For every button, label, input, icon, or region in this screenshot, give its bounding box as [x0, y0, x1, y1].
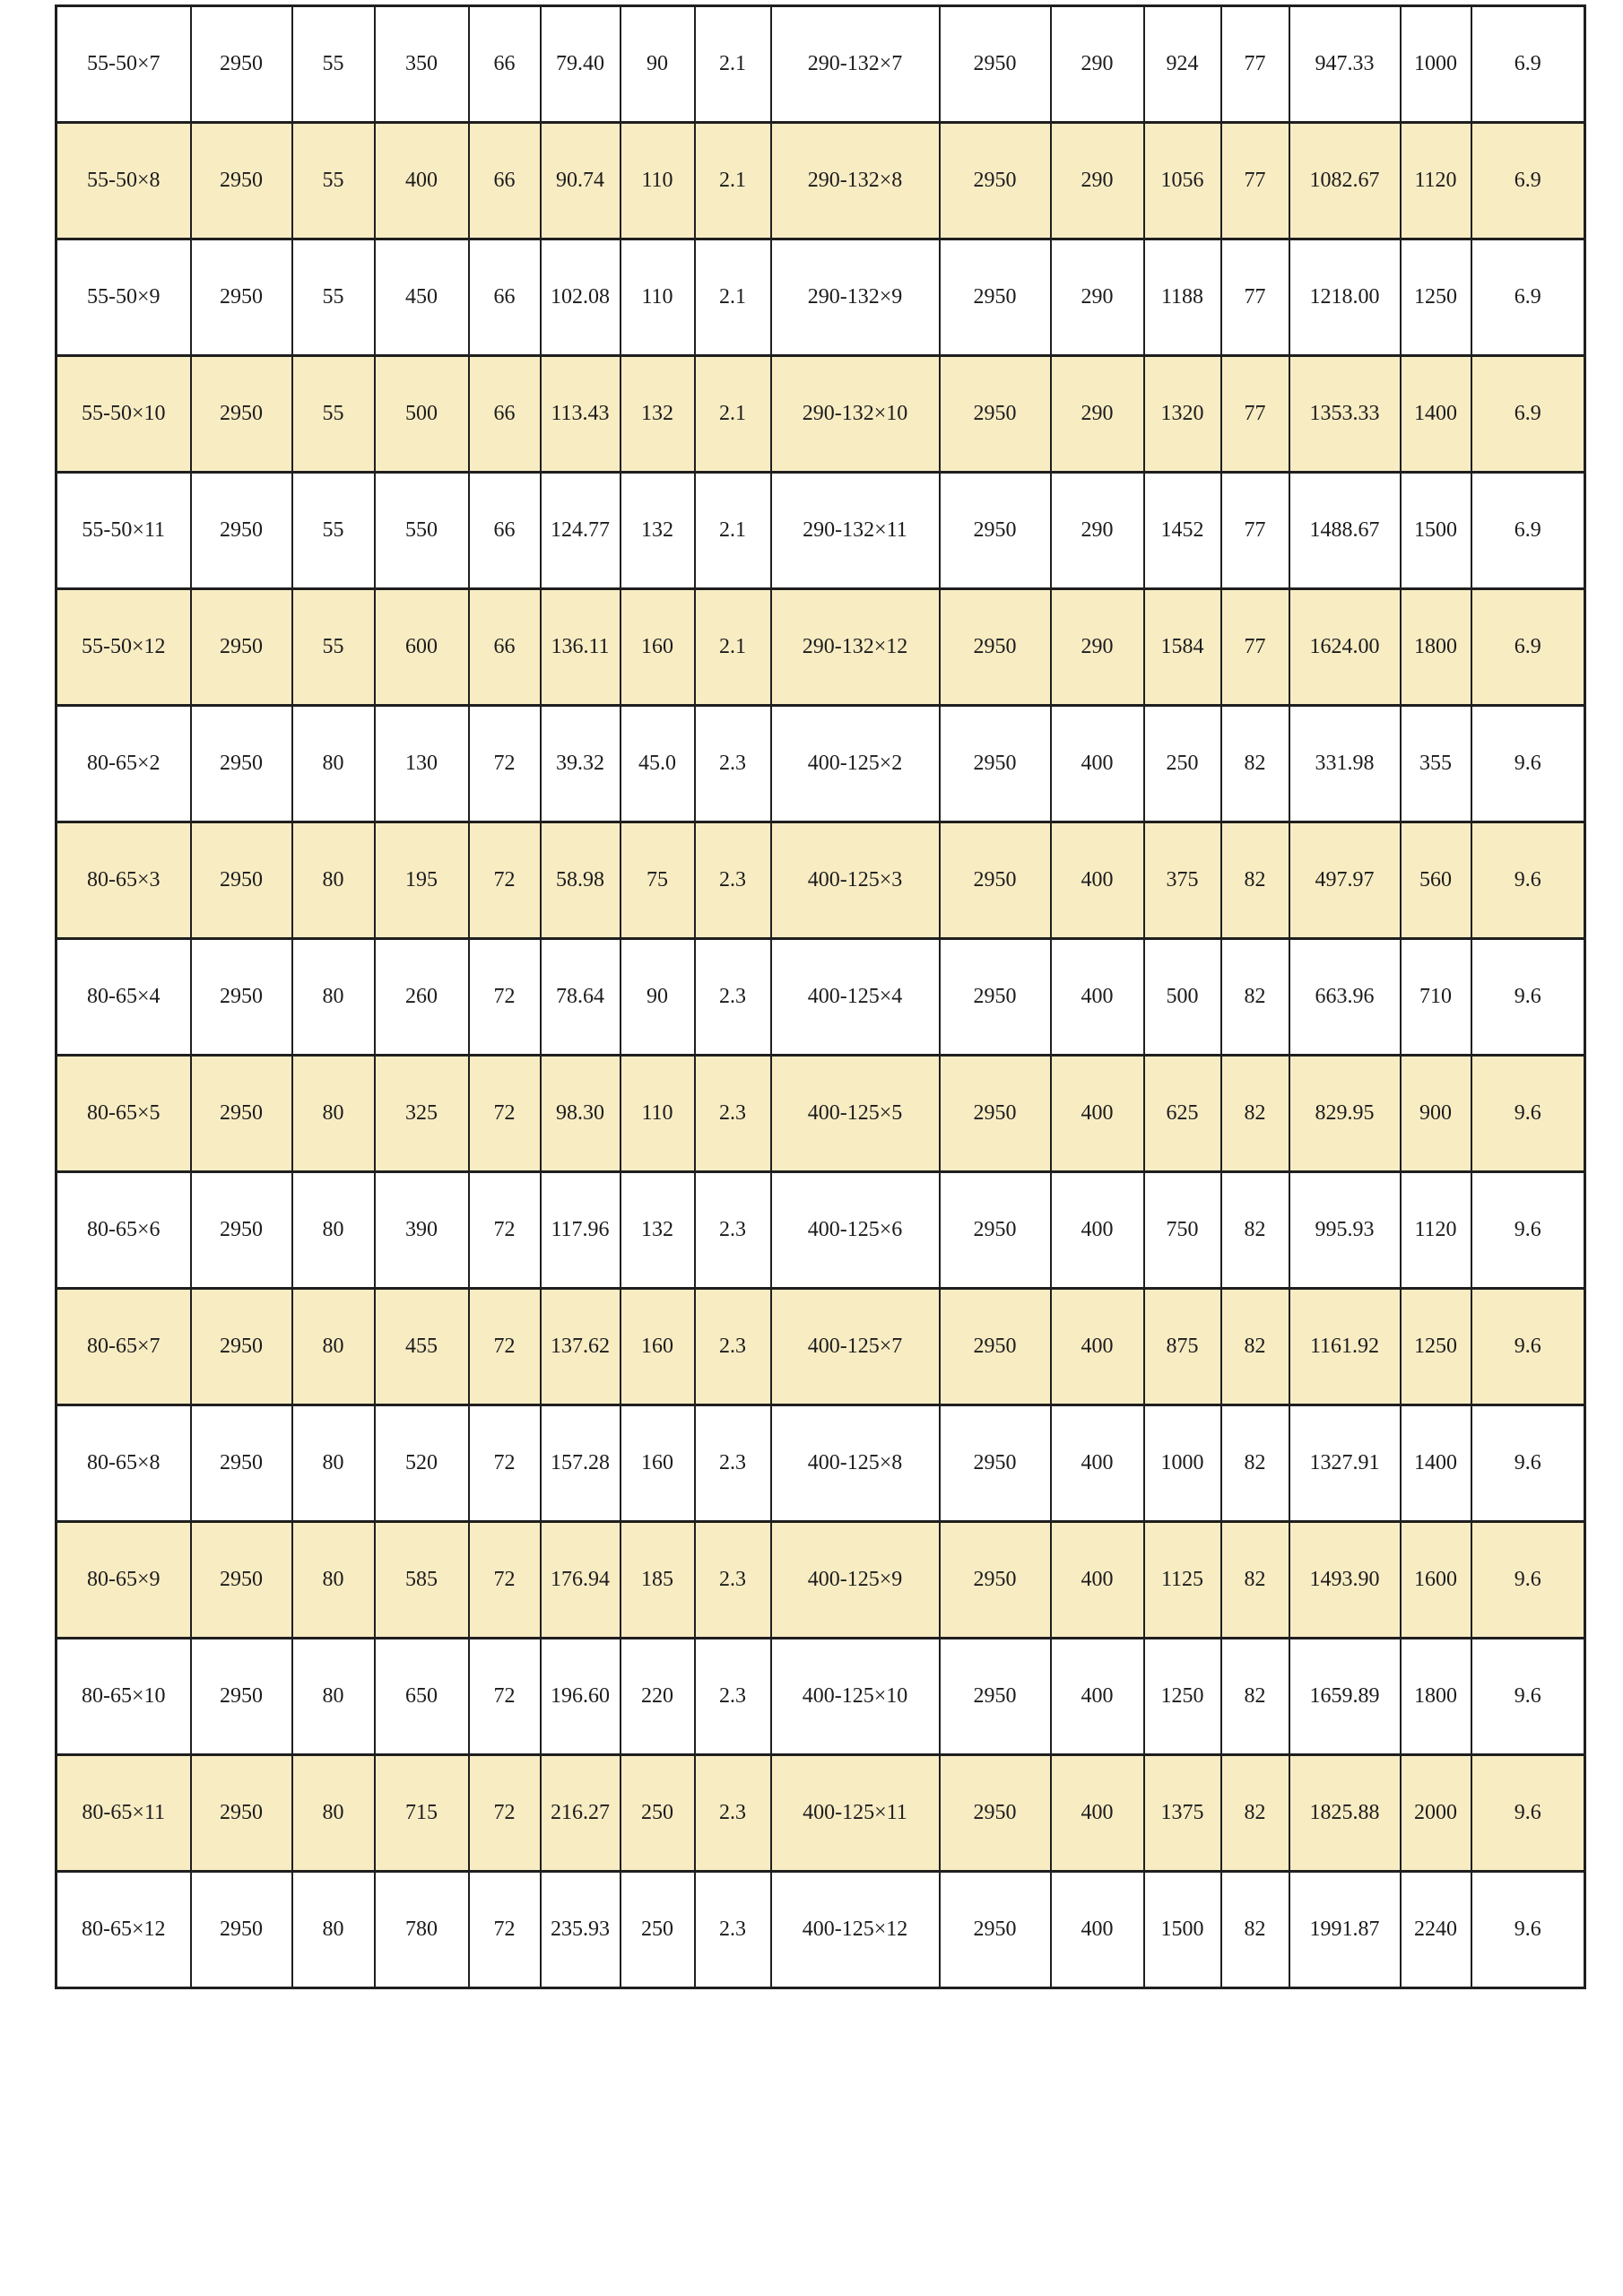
- table-cell: 45.0: [621, 706, 695, 822]
- table-cell: 39.32: [541, 706, 621, 822]
- table-cell: 110: [621, 1056, 695, 1172]
- table-cell: 55-50×12: [56, 589, 191, 706]
- table-cell: 6.9: [1471, 6, 1585, 123]
- table-cell: 1825.88: [1289, 1755, 1401, 1872]
- table-cell: 2950: [940, 706, 1051, 822]
- table-cell: 2950: [940, 1522, 1051, 1639]
- table-cell: 2.3: [695, 939, 771, 1056]
- table-cell: 400: [1051, 1872, 1144, 1988]
- table-cell: 2950: [940, 6, 1051, 123]
- table-row: [56, 1289, 1585, 1405]
- table-cell: 77: [1221, 473, 1289, 589]
- table-cell: 2.3: [695, 1755, 771, 1872]
- table-cell: 77: [1221, 356, 1289, 473]
- table-cell: 80: [292, 1639, 375, 1755]
- table-cell: 290-132×7: [771, 6, 940, 123]
- table-cell: 160: [621, 589, 695, 706]
- table-cell: 1488.67: [1289, 473, 1401, 589]
- table-cell: 2.3: [695, 1522, 771, 1639]
- table-cell: 400: [375, 123, 469, 239]
- table-cell: 2950: [191, 822, 292, 939]
- table-cell: 110: [621, 239, 695, 356]
- table-cell: 2950: [940, 1872, 1051, 1988]
- table-cell: 1624.00: [1289, 589, 1401, 706]
- table-cell: 400: [1051, 1172, 1144, 1289]
- table-cell: 1493.90: [1289, 1522, 1401, 1639]
- table-cell: 2950: [940, 473, 1051, 589]
- table-cell: 400: [1051, 1405, 1144, 1522]
- table-cell: 710: [1401, 939, 1471, 1056]
- table-cell: 2950: [191, 123, 292, 239]
- table-cell: 400-125×2: [771, 706, 940, 822]
- table-cell: 80-65×3: [56, 822, 191, 939]
- table-cell: 1400: [1401, 356, 1471, 473]
- table-row: [56, 706, 1585, 822]
- table-cell: 1353.33: [1289, 356, 1401, 473]
- table-cell: 185: [621, 1522, 695, 1639]
- table-cell: 117.96: [541, 1172, 621, 1289]
- table-cell: 290-132×10: [771, 356, 940, 473]
- table-cell: 331.98: [1289, 706, 1401, 822]
- table-cell: 77: [1221, 239, 1289, 356]
- table-row: [56, 939, 1585, 1056]
- table-cell: 650: [375, 1639, 469, 1755]
- table-cell: 235.93: [541, 1872, 621, 1988]
- table-cell: 9.6: [1471, 706, 1585, 822]
- table-cell: 82: [1221, 822, 1289, 939]
- table-cell: 250: [621, 1872, 695, 1988]
- table-row: [56, 6, 1585, 123]
- table-cell: 2950: [191, 1405, 292, 1522]
- table-cell: 80-65×11: [56, 1755, 191, 1872]
- table-cell: 400-125×4: [771, 939, 940, 1056]
- table-cell: 124.77: [541, 473, 621, 589]
- table-cell: 290-132×12: [771, 589, 940, 706]
- table-cell: 900: [1401, 1056, 1471, 1172]
- table-cell: 2950: [940, 939, 1051, 1056]
- table-cell: 80: [292, 1872, 375, 1988]
- table-row: [56, 1056, 1585, 1172]
- table-cell: 2950: [940, 1755, 1051, 1872]
- table-cell: 400-125×9: [771, 1522, 940, 1639]
- table-cell: 55: [292, 239, 375, 356]
- table-cell: 82: [1221, 1639, 1289, 1755]
- table-cell: 72: [469, 1172, 541, 1289]
- table-cell: 130: [375, 706, 469, 822]
- table-cell: 75: [621, 822, 695, 939]
- table-cell: 9.6: [1471, 939, 1585, 1056]
- table-cell: 2950: [940, 1289, 1051, 1405]
- table-cell: 2950: [191, 1872, 292, 1988]
- table-cell: 875: [1144, 1289, 1221, 1405]
- table-row: [56, 123, 1585, 239]
- table-cell: 82: [1221, 1755, 1289, 1872]
- table-cell: 550: [375, 473, 469, 589]
- table-cell: 77: [1221, 589, 1289, 706]
- table-cell: 1188: [1144, 239, 1221, 356]
- table-cell: 400-125×6: [771, 1172, 940, 1289]
- table-cell: 375: [1144, 822, 1221, 939]
- table-cell: 90.74: [541, 123, 621, 239]
- table-cell: 55: [292, 6, 375, 123]
- table-cell: 560: [1401, 822, 1471, 939]
- table-cell: 350: [375, 6, 469, 123]
- table-cell: 72: [469, 1755, 541, 1872]
- table-cell: 2.1: [695, 589, 771, 706]
- table-cell: 78.64: [541, 939, 621, 1056]
- table-cell: 290: [1051, 356, 1144, 473]
- table-body: [56, 6, 1585, 1988]
- table-cell: 715: [375, 1755, 469, 1872]
- table-cell: 290-132×9: [771, 239, 940, 356]
- table-cell: 66: [469, 356, 541, 473]
- table-cell: 72: [469, 822, 541, 939]
- table-cell: 663.96: [1289, 939, 1401, 1056]
- table-cell: 80-65×12: [56, 1872, 191, 1988]
- table-cell: 9.6: [1471, 1172, 1585, 1289]
- table-cell: 2950: [940, 123, 1051, 239]
- table-cell: 400-125×12: [771, 1872, 940, 1988]
- table-cell: 2950: [191, 356, 292, 473]
- table-cell: 1452: [1144, 473, 1221, 589]
- table-row: [56, 1872, 1585, 1988]
- table-cell: 400-125×5: [771, 1056, 940, 1172]
- table-cell: 2000: [1401, 1755, 1471, 1872]
- table-cell: 6.9: [1471, 356, 1585, 473]
- table-cell: 325: [375, 1056, 469, 1172]
- table-cell: 497.97: [1289, 822, 1401, 939]
- table-cell: 780: [375, 1872, 469, 1988]
- table-cell: 77: [1221, 123, 1289, 239]
- table-cell: 2950: [191, 1522, 292, 1639]
- table-cell: 80-65×5: [56, 1056, 191, 1172]
- table-cell: 2.1: [695, 356, 771, 473]
- table-cell: 80: [292, 1405, 375, 1522]
- table-row: [56, 473, 1585, 589]
- table-cell: 2.3: [695, 1639, 771, 1755]
- table-cell: 110: [621, 123, 695, 239]
- table-cell: 132: [621, 1172, 695, 1289]
- table-cell: 2240: [1401, 1872, 1471, 1988]
- table-cell: 2950: [191, 1289, 292, 1405]
- table-cell: 102.08: [541, 239, 621, 356]
- table-cell: 290: [1051, 589, 1144, 706]
- table-cell: 6.9: [1471, 589, 1585, 706]
- table-cell: 1500: [1144, 1872, 1221, 1988]
- table-cell: 355: [1401, 706, 1471, 822]
- table-cell: 55-50×8: [56, 123, 191, 239]
- table-cell: 1218.00: [1289, 239, 1401, 356]
- table-cell: 2950: [191, 706, 292, 822]
- table-cell: 2950: [191, 939, 292, 1056]
- table-cell: 455: [375, 1289, 469, 1405]
- table-cell: 1600: [1401, 1522, 1471, 1639]
- table-cell: 2950: [191, 6, 292, 123]
- table-cell: 72: [469, 939, 541, 1056]
- table-cell: 66: [469, 589, 541, 706]
- table-cell: 2950: [940, 1405, 1051, 1522]
- table-cell: 600: [375, 589, 469, 706]
- table-cell: 66: [469, 123, 541, 239]
- table-cell: 80: [292, 1056, 375, 1172]
- table-cell: 1000: [1144, 1405, 1221, 1522]
- table-cell: 9.6: [1471, 1639, 1585, 1755]
- table-cell: 400-125×11: [771, 1755, 940, 1872]
- table-cell: 2950: [940, 1639, 1051, 1755]
- table-cell: 160: [621, 1405, 695, 1522]
- table-cell: 82: [1221, 1289, 1289, 1405]
- table-cell: 1320: [1144, 356, 1221, 473]
- table-cell: 250: [621, 1755, 695, 1872]
- table-cell: 947.33: [1289, 6, 1401, 123]
- table-cell: 2950: [191, 239, 292, 356]
- table-cell: 2950: [940, 589, 1051, 706]
- table-cell: 82: [1221, 1872, 1289, 1988]
- table-cell: 9.6: [1471, 1405, 1585, 1522]
- table-cell: 80: [292, 706, 375, 822]
- table-cell: 195: [375, 822, 469, 939]
- table-cell: 450: [375, 239, 469, 356]
- table-row: [56, 1755, 1585, 1872]
- table-row: [56, 356, 1585, 473]
- table-cell: 98.30: [541, 1056, 621, 1172]
- table-cell: 58.98: [541, 822, 621, 939]
- table-cell: 1250: [1401, 1289, 1471, 1405]
- table-cell: 9.6: [1471, 1056, 1585, 1172]
- table-cell: 2.3: [695, 1872, 771, 1988]
- table-cell: 80-65×6: [56, 1172, 191, 1289]
- table-cell: 400-125×3: [771, 822, 940, 939]
- table-cell: 400: [1051, 706, 1144, 822]
- table-cell: 137.62: [541, 1289, 621, 1405]
- table-cell: 2950: [940, 239, 1051, 356]
- table-cell: 82: [1221, 1405, 1289, 1522]
- table-cell: 400: [1051, 1755, 1144, 1872]
- table-cell: 1991.87: [1289, 1872, 1401, 1988]
- table-cell: 9.6: [1471, 1755, 1585, 1872]
- table-cell: 72: [469, 1289, 541, 1405]
- table-cell: 80: [292, 1755, 375, 1872]
- table-cell: 1082.67: [1289, 123, 1401, 239]
- table-cell: 77: [1221, 6, 1289, 123]
- table-cell: 2.1: [695, 123, 771, 239]
- table-cell: 1400: [1401, 1405, 1471, 1522]
- table-cell: 80-65×7: [56, 1289, 191, 1405]
- table-cell: 400: [1051, 939, 1144, 1056]
- table-cell: 66: [469, 6, 541, 123]
- table-cell: 1125: [1144, 1522, 1221, 1639]
- table-cell: 2.3: [695, 822, 771, 939]
- table-cell: 2950: [940, 1172, 1051, 1289]
- table-cell: 55: [292, 123, 375, 239]
- table-cell: 400: [1051, 822, 1144, 939]
- table-cell: 1250: [1144, 1639, 1221, 1755]
- table-cell: 6.9: [1471, 123, 1585, 239]
- table-cell: 290-132×11: [771, 473, 940, 589]
- table-cell: 66: [469, 473, 541, 589]
- table-cell: 1056: [1144, 123, 1221, 239]
- table-cell: 1800: [1401, 589, 1471, 706]
- table-cell: 2.1: [695, 6, 771, 123]
- table-cell: 290-132×8: [771, 123, 940, 239]
- table-row: [56, 1639, 1585, 1755]
- table-cell: 90: [621, 939, 695, 1056]
- table-cell: 1584: [1144, 589, 1221, 706]
- table-cell: 79.40: [541, 6, 621, 123]
- table-cell: 585: [375, 1522, 469, 1639]
- table-cell: 55: [292, 356, 375, 473]
- table-cell: 160: [621, 1289, 695, 1405]
- table-row: [56, 1172, 1585, 1289]
- table-cell: 82: [1221, 939, 1289, 1056]
- table-cell: 2950: [191, 1755, 292, 1872]
- table-cell: 750: [1144, 1172, 1221, 1289]
- table-cell: 400: [1051, 1639, 1144, 1755]
- table-cell: 290: [1051, 473, 1144, 589]
- table-cell: 55-50×7: [56, 6, 191, 123]
- table-cell: 80: [292, 1289, 375, 1405]
- table-cell: 1000: [1401, 6, 1471, 123]
- table-cell: 82: [1221, 1056, 1289, 1172]
- table-cell: 500: [375, 356, 469, 473]
- table-cell: 55-50×11: [56, 473, 191, 589]
- table-cell: 80-65×9: [56, 1522, 191, 1639]
- table-cell: 1120: [1401, 1172, 1471, 1289]
- table-cell: 9.6: [1471, 1872, 1585, 1988]
- table-cell: 132: [621, 473, 695, 589]
- table-cell: 136.11: [541, 589, 621, 706]
- table-row: [56, 822, 1585, 939]
- table-cell: 290: [1051, 6, 1144, 123]
- table-cell: 80: [292, 939, 375, 1056]
- table-cell: 1800: [1401, 1639, 1471, 1755]
- table-cell: 2950: [191, 1172, 292, 1289]
- table-cell: 113.43: [541, 356, 621, 473]
- table-cell: 1375: [1144, 1755, 1221, 1872]
- table-cell: 1120: [1401, 123, 1471, 239]
- table-row: [56, 1522, 1585, 1639]
- table-cell: 1250: [1401, 239, 1471, 356]
- table-cell: 2.3: [695, 1172, 771, 1289]
- table-cell: 924: [1144, 6, 1221, 123]
- table-cell: 220: [621, 1639, 695, 1755]
- table-cell: 625: [1144, 1056, 1221, 1172]
- table-cell: 80-65×8: [56, 1405, 191, 1522]
- table-cell: 2.3: [695, 1405, 771, 1522]
- table-cell: 2.3: [695, 1289, 771, 1405]
- table-cell: 55: [292, 473, 375, 589]
- table-cell: 2950: [191, 589, 292, 706]
- table-cell: 400-125×8: [771, 1405, 940, 1522]
- table-cell: 2.3: [695, 706, 771, 822]
- table-cell: 176.94: [541, 1522, 621, 1639]
- table-cell: 9.6: [1471, 1289, 1585, 1405]
- table-cell: 216.27: [541, 1755, 621, 1872]
- table-cell: 400-125×7: [771, 1289, 940, 1405]
- table-cell: 82: [1221, 1522, 1289, 1639]
- table-cell: 2950: [191, 1056, 292, 1172]
- table-cell: 520: [375, 1405, 469, 1522]
- table-cell: 400: [1051, 1056, 1144, 1172]
- table-row: [56, 239, 1585, 356]
- table-cell: 2.1: [695, 473, 771, 589]
- table-cell: 9.6: [1471, 1522, 1585, 1639]
- pump-specs-table-container: [55, 4, 1586, 1989]
- table-cell: 66: [469, 239, 541, 356]
- table-cell: 80-65×4: [56, 939, 191, 1056]
- table-cell: 2.3: [695, 1056, 771, 1172]
- table-cell: 72: [469, 706, 541, 822]
- table-cell: 132: [621, 356, 695, 473]
- table-cell: 250: [1144, 706, 1221, 822]
- table-cell: 82: [1221, 706, 1289, 822]
- table-cell: 72: [469, 1405, 541, 1522]
- table-cell: 6.9: [1471, 239, 1585, 356]
- table-cell: 995.93: [1289, 1172, 1401, 1289]
- table-cell: 500: [1144, 939, 1221, 1056]
- pump-specs-table: [55, 4, 1586, 1989]
- table-cell: 80: [292, 1172, 375, 1289]
- table-cell: 290: [1051, 239, 1144, 356]
- table-row: [56, 1405, 1585, 1522]
- table-cell: 1327.91: [1289, 1405, 1401, 1522]
- table-cell: 72: [469, 1522, 541, 1639]
- table-cell: 82: [1221, 1172, 1289, 1289]
- table-cell: 400: [1051, 1289, 1144, 1405]
- table-cell: 72: [469, 1639, 541, 1755]
- table-cell: 55-50×9: [56, 239, 191, 356]
- table-cell: 2950: [191, 1639, 292, 1755]
- table-cell: 2950: [191, 473, 292, 589]
- table-cell: 72: [469, 1056, 541, 1172]
- table-cell: 1161.92: [1289, 1289, 1401, 1405]
- table-cell: 90: [621, 6, 695, 123]
- table-cell: 290: [1051, 123, 1144, 239]
- table-cell: 260: [375, 939, 469, 1056]
- table-cell: 2950: [940, 822, 1051, 939]
- table-cell: 390: [375, 1172, 469, 1289]
- table-cell: 80: [292, 1522, 375, 1639]
- table-cell: 6.9: [1471, 473, 1585, 589]
- table-cell: 196.60: [541, 1639, 621, 1755]
- table-cell: 72: [469, 1872, 541, 1988]
- table-cell: 1659.89: [1289, 1639, 1401, 1755]
- table-cell: 80: [292, 822, 375, 939]
- table-cell: 55-50×10: [56, 356, 191, 473]
- table-cell: 1500: [1401, 473, 1471, 589]
- table-cell: 157.28: [541, 1405, 621, 1522]
- table-cell: 400-125×10: [771, 1639, 940, 1755]
- table-cell: 80-65×10: [56, 1639, 191, 1755]
- table-cell: 2950: [940, 356, 1051, 473]
- table-cell: 2.1: [695, 239, 771, 356]
- table-cell: 400: [1051, 1522, 1144, 1639]
- table-row: [56, 589, 1585, 706]
- table-cell: 829.95: [1289, 1056, 1401, 1172]
- table-cell: 9.6: [1471, 822, 1585, 939]
- table-cell: 2950: [940, 1056, 1051, 1172]
- table-cell: 55: [292, 589, 375, 706]
- table-cell: 80-65×2: [56, 706, 191, 822]
